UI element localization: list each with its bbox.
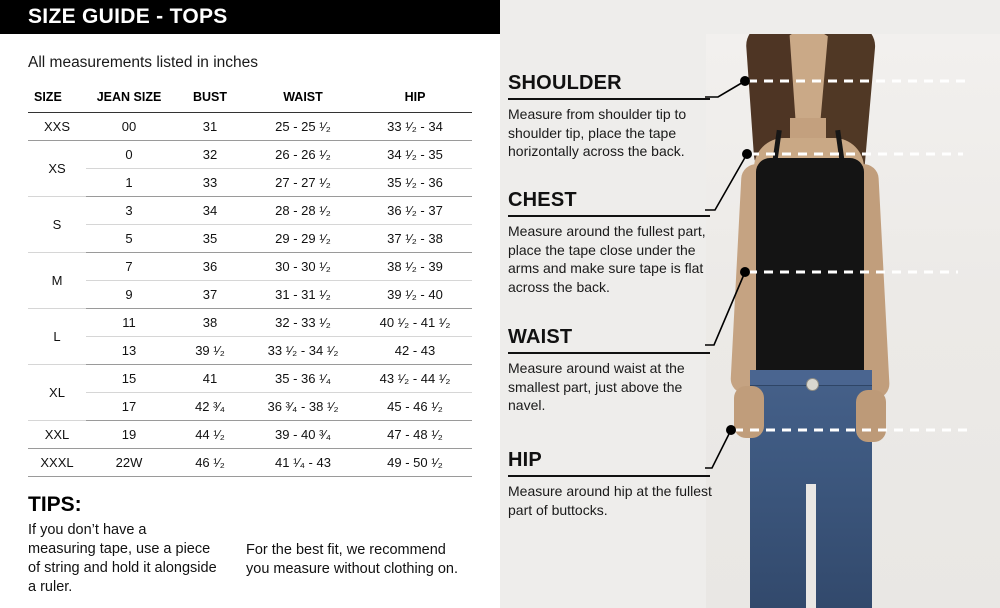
column-header-bust: BUST bbox=[172, 86, 248, 113]
cell-hip: 37 ¹⁄₂ - 38 bbox=[358, 225, 472, 253]
cell-waist: 35 - 36 ¹⁄₄ bbox=[248, 365, 358, 393]
cell-size: XXXL bbox=[28, 449, 86, 477]
cell-hip: 40 ¹⁄₂ - 41 ¹⁄₂ bbox=[358, 309, 472, 337]
table-row bbox=[28, 141, 472, 169]
callout-hip bbox=[508, 449, 716, 519]
callout-shoulder-text: Measure from shoulder tip to shoulder tip, place the tape horizontally across the back. bbox=[508, 106, 687, 160]
cell-jean: 3 bbox=[86, 197, 172, 225]
cell-jean: 13 bbox=[86, 337, 172, 365]
table-row bbox=[28, 421, 472, 449]
cell-jean: 1 bbox=[86, 169, 172, 197]
cell-bust: 41 bbox=[172, 365, 248, 393]
cell-size: L bbox=[28, 309, 86, 365]
cell-waist: 33 ¹⁄₂ - 34 ¹⁄₂ bbox=[248, 337, 358, 365]
cell-jean: 11 bbox=[86, 309, 172, 337]
cell-hip: 33 ¹⁄₂ - 34 bbox=[358, 113, 472, 141]
cell-size: XXL bbox=[28, 421, 86, 449]
cell-hip: 45 - 46 ¹⁄₂ bbox=[358, 393, 472, 421]
table-row bbox=[28, 253, 472, 281]
cell-bust: 46 ¹⁄₂ bbox=[172, 449, 248, 477]
cell-size: XS bbox=[28, 141, 86, 197]
table-row bbox=[28, 449, 472, 477]
cell-size: M bbox=[28, 253, 86, 309]
cell-waist: 28 - 28 ¹⁄₂ bbox=[248, 197, 358, 225]
cell-jean: 19 bbox=[86, 421, 172, 449]
callout-chest-text: Measure around the fullest part, place the tape close under the arms and make sure tape is flat across the back. bbox=[508, 223, 706, 295]
cell-jean: 0 bbox=[86, 141, 172, 169]
cell-hip: 42 - 43 bbox=[358, 337, 472, 365]
cell-bust: 38 bbox=[172, 309, 248, 337]
cell-bust: 35 bbox=[172, 225, 248, 253]
table-row bbox=[28, 169, 472, 197]
cell-waist: 39 - 40 ³⁄₄ bbox=[248, 421, 358, 449]
column-header-hip: HIP bbox=[358, 86, 472, 113]
cell-waist: 30 - 30 ¹⁄₂ bbox=[248, 253, 358, 281]
cell-bust: 39 ¹⁄₂ bbox=[172, 337, 248, 365]
column-header-waist: WAIST bbox=[248, 86, 358, 113]
cell-bust: 42 ³⁄₄ bbox=[172, 393, 248, 421]
callout-waist-text: Measure around waist at the smallest part, just above the navel. bbox=[508, 360, 685, 414]
cell-jean: 00 bbox=[86, 113, 172, 141]
cell-waist: 27 - 27 ¹⁄₂ bbox=[248, 169, 358, 197]
callout-chest bbox=[508, 189, 716, 296]
table-body bbox=[28, 113, 472, 477]
callout-chest-rule bbox=[508, 215, 710, 217]
table-row bbox=[28, 309, 472, 337]
table-row bbox=[28, 393, 472, 421]
cell-size: S bbox=[28, 197, 86, 253]
cell-jean: 9 bbox=[86, 281, 172, 309]
cell-waist: 31 - 31 ¹⁄₂ bbox=[248, 281, 358, 309]
table-row bbox=[28, 365, 472, 393]
callout-shoulder-title: SHOULDER bbox=[508, 72, 622, 94]
size-guide-body bbox=[0, 34, 500, 598]
cell-hip: 47 - 48 ¹⁄₂ bbox=[358, 421, 472, 449]
cell-bust: 34 bbox=[172, 197, 248, 225]
cell-waist: 26 - 26 ¹⁄₂ bbox=[248, 141, 358, 169]
cell-jean: 7 bbox=[86, 253, 172, 281]
cell-bust: 44 ¹⁄₂ bbox=[172, 421, 248, 449]
callout-hip-text: Measure around hip at the fullest part of buttocks. bbox=[508, 483, 712, 518]
cell-jean: 5 bbox=[86, 225, 172, 253]
tips-text-string-ruler: If you don’t have a measuring tape, use a piece of string and hold it alongside a ruler. bbox=[28, 522, 217, 596]
callout-shoulder bbox=[508, 72, 716, 161]
callout-waist-rule bbox=[508, 352, 710, 354]
cell-waist: 25 - 25 ¹⁄₂ bbox=[248, 113, 358, 141]
size-guide-title: SIZE GUIDE - TOPS bbox=[28, 5, 228, 28]
column-header-jean-size: JEAN SIZE bbox=[86, 86, 172, 113]
cell-waist: 32 - 33 ¹⁄₂ bbox=[248, 309, 358, 337]
table-row bbox=[28, 197, 472, 225]
cell-jean: 15 bbox=[86, 365, 172, 393]
table-row bbox=[28, 113, 472, 141]
callout-waist bbox=[508, 326, 716, 415]
size-chart-table bbox=[28, 86, 472, 477]
callout-hip-rule bbox=[508, 475, 710, 477]
measuring-instructions-panel bbox=[500, 0, 1000, 608]
cell-bust: 33 bbox=[172, 169, 248, 197]
table-row bbox=[28, 225, 472, 253]
column-header-size: SIZE bbox=[28, 86, 86, 113]
cell-size: XL bbox=[28, 365, 86, 421]
tips-text-best-fit: For the best fit, we recommend you measure without clothing on. bbox=[246, 542, 458, 578]
cell-hip: 49 - 50 ¹⁄₂ bbox=[358, 449, 472, 477]
table-header-row bbox=[28, 86, 472, 113]
cell-bust: 32 bbox=[172, 141, 248, 169]
cell-waist: 36 ³⁄₄ - 38 ¹⁄₂ bbox=[248, 393, 358, 421]
cell-hip: 39 ¹⁄₂ - 40 bbox=[358, 281, 472, 309]
table-row bbox=[28, 281, 472, 309]
table-row bbox=[28, 337, 472, 365]
callout-list bbox=[500, 34, 1000, 608]
cell-bust: 37 bbox=[172, 281, 248, 309]
tips-section bbox=[28, 493, 472, 598]
cell-bust: 31 bbox=[172, 113, 248, 141]
callout-chest-title: CHEST bbox=[508, 189, 577, 211]
cell-jean: 22W bbox=[86, 449, 172, 477]
cell-hip: 35 ¹⁄₂ - 36 bbox=[358, 169, 472, 197]
cell-waist: 41 ¹⁄₄ - 43 bbox=[248, 449, 358, 477]
measurements-subtitle: All measurements listed in inches bbox=[28, 54, 259, 71]
cell-hip: 34 ¹⁄₂ - 35 bbox=[358, 141, 472, 169]
callout-waist-title: WAIST bbox=[508, 326, 573, 348]
cell-size: XXS bbox=[28, 113, 86, 141]
cell-waist: 29 - 29 ¹⁄₂ bbox=[248, 225, 358, 253]
size-guide-header bbox=[0, 0, 500, 34]
cell-hip: 38 ¹⁄₂ - 39 bbox=[358, 253, 472, 281]
callout-hip-title: HIP bbox=[508, 449, 542, 471]
cell-bust: 36 bbox=[172, 253, 248, 281]
callout-shoulder-rule bbox=[508, 98, 710, 100]
cell-jean: 17 bbox=[86, 393, 172, 421]
tips-title: TIPS: bbox=[28, 493, 82, 516]
cell-hip: 43 ¹⁄₂ - 44 ¹⁄₂ bbox=[358, 365, 472, 393]
cell-hip: 36 ¹⁄₂ - 37 bbox=[358, 197, 472, 225]
